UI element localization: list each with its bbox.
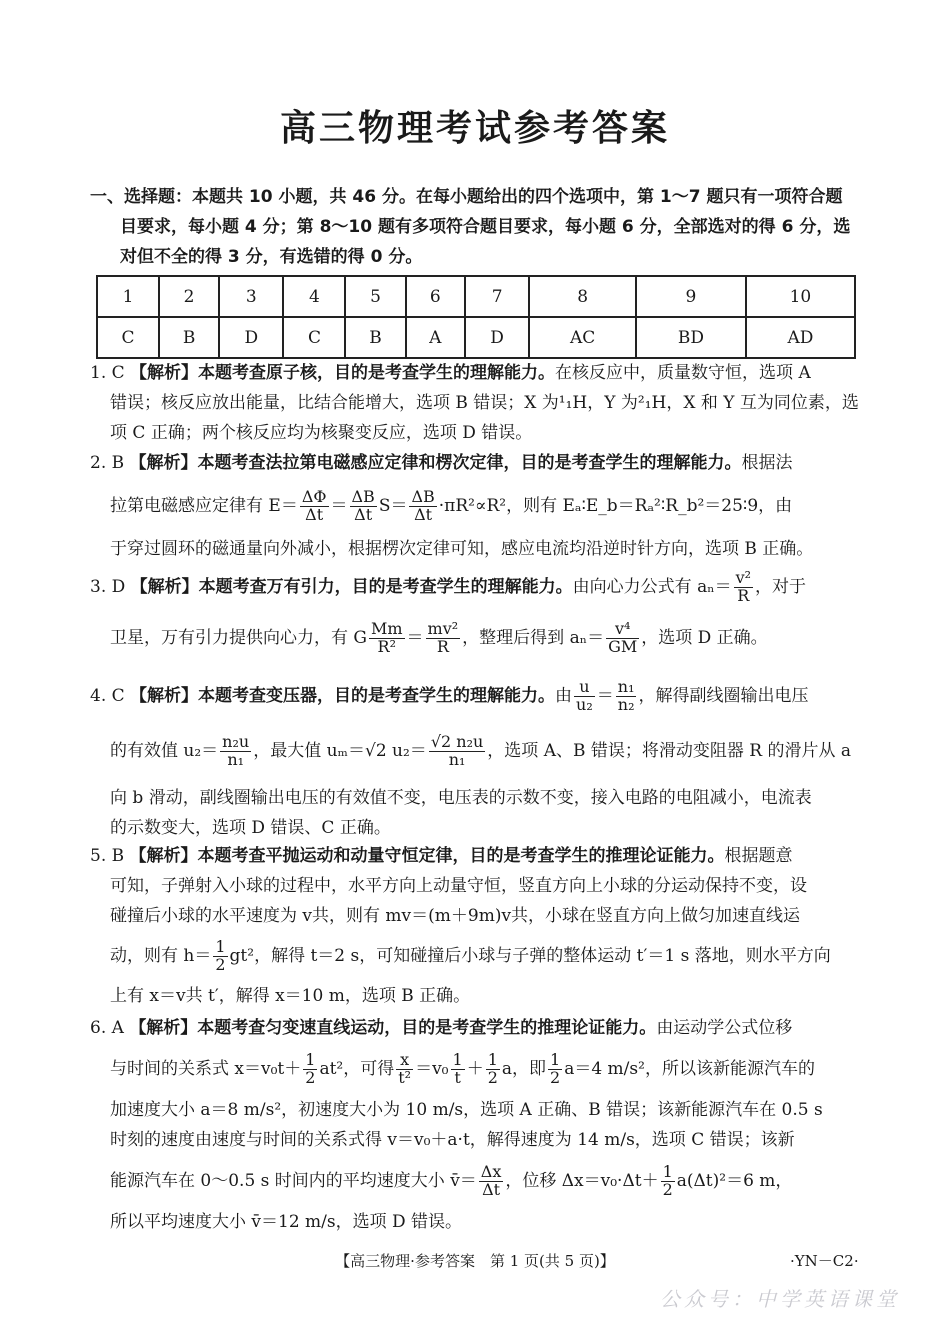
q1-label: 【解析】本题考查原子核，目的是考查学生的理解能力。 xyxy=(130,363,556,383)
q5-line-3: 碰撞后小球的水平速度为 v共，则有 mv＝(m＋9m)v共，小球在竖直方向上做匀加速直线运 xyxy=(110,906,801,926)
number-cell: 5 xyxy=(345,276,405,317)
instructions-line-2: 目要求，每小题 4 分；第 8～10 题有多项符合题目要求，每小题 6 分，全部选对的得 6 分，选 xyxy=(120,217,851,237)
section-instructions xyxy=(90,182,865,272)
q6-line-5b: ，位移 Δx＝v₀·Δt＋ xyxy=(505,1171,659,1191)
q5-text: 根据题意 xyxy=(724,846,793,866)
number-cell: 1 xyxy=(97,276,159,317)
q6-line-5a: 能源汽车在 0～0.5 s 时间内的平均速度大小 v̄＝ xyxy=(110,1171,477,1191)
numerator: 1 xyxy=(487,1050,498,1070)
q4-line-4: 的示数变大，选项 D 错误、C 正确。 xyxy=(110,818,391,838)
q6-line-4: 时刻的速度由速度与时间的关系式得 v＝v₀＋a·t，解得速度为 14 m/s，选项 C 错误；该新 xyxy=(110,1130,795,1150)
q2-label: 【解析】本题考查法拉第电磁感应定律和楞次定律，目的是考查学生的理解能力。 xyxy=(129,453,742,473)
solution-1 xyxy=(90,358,865,448)
fraction xyxy=(734,570,753,605)
numerator: n₁ xyxy=(617,677,635,697)
q4-line-2a: 的有效值 u₂＝ xyxy=(110,741,219,761)
q5-line-5: 上有 x＝v共 t′，解得 x＝10 m，选项 B 正确。 xyxy=(110,986,471,1006)
number-cell: 7 xyxy=(465,276,529,317)
q5-line-2: 可知，子弹射入小球的过程中，水平方向上动量守恒，竖直方向上小球的分运动保持不变，设 xyxy=(110,876,807,896)
q3-line-2b: ，整理后得到 aₙ＝ xyxy=(462,628,605,648)
answer-cell: AD xyxy=(746,317,855,358)
q3-line-2c: ，选项 D 正确。 xyxy=(641,628,768,648)
answer-cell: D xyxy=(465,317,529,358)
q1-line-2: 错误；核反应放出能量，比结合能增大，选项 B 错误；X 为¹₁H，Y 为²₁H，X 和 Y 互为同位素，选 xyxy=(110,393,859,413)
q6-text: 由运动学公式位移 xyxy=(656,1018,793,1038)
numerator: 1 xyxy=(305,1050,316,1070)
q6-head: 6. A xyxy=(90,1018,124,1038)
numerator: x xyxy=(396,1052,413,1070)
q1-line-3: 项 C 正确；两个核反应均为核聚变反应，选项 D 错误。 xyxy=(110,423,533,443)
denominator: 2 xyxy=(305,1068,316,1087)
exam-code: ·YN－C2· xyxy=(790,1252,859,1270)
solution-5 xyxy=(90,841,865,1011)
number-cell: 4 xyxy=(283,276,345,317)
denominator: Δt xyxy=(305,505,324,524)
numerator: Mm xyxy=(370,619,403,639)
q4-text: 由 xyxy=(555,686,573,706)
instructions-line-3: 对但不全的得 3 分，有选错的得 0 分。 xyxy=(120,247,423,267)
answer-cell: B xyxy=(345,317,405,358)
numerator: 1 xyxy=(550,1050,561,1070)
answer-cell: C xyxy=(283,317,345,358)
fraction xyxy=(300,489,329,524)
denominator: GM xyxy=(608,637,638,656)
solution-6 xyxy=(90,1013,865,1237)
fraction xyxy=(661,1164,675,1199)
q4-text-b: ，解得副线圈输出电压 xyxy=(638,686,809,706)
answer-cell: AC xyxy=(529,317,636,358)
fraction xyxy=(479,1164,504,1199)
number-cell: 8 xyxy=(529,276,636,317)
number-cell: 9 xyxy=(636,276,746,317)
q6-line-5c: a(Δt)²＝6 m， xyxy=(676,1171,793,1191)
numerator: u xyxy=(574,679,595,697)
q6-line-2c: ＝v₀ xyxy=(415,1059,449,1079)
denominator: R xyxy=(737,586,750,605)
q6-line-6: 所以平均速度大小 v̄＝12 m/s，选项 D 错误。 xyxy=(110,1212,463,1232)
denominator: u₂ xyxy=(576,695,593,714)
answer-table-answer-row xyxy=(97,317,855,358)
denominator: t xyxy=(454,1068,461,1087)
numerator: mv² xyxy=(427,619,459,639)
equals: ＝ xyxy=(596,686,614,706)
answer-cell: BD xyxy=(636,317,746,358)
numerator: v² xyxy=(735,568,752,588)
q6-label: 【解析】本题考查匀变速直线运动，目的是考查学生的推理论证能力。 xyxy=(129,1018,657,1038)
numerator: Δx xyxy=(480,1162,502,1182)
denominator: 2 xyxy=(662,1180,673,1199)
q5-head: 5. B xyxy=(90,846,125,866)
fraction xyxy=(426,621,461,656)
fraction xyxy=(429,734,485,769)
q6-line-2a: 与时间的关系式 x＝v₀t＋ xyxy=(110,1059,302,1079)
fraction xyxy=(220,734,251,769)
denominator: Δt xyxy=(354,505,373,524)
q5-line-4a: 动，则有 h＝ xyxy=(110,946,212,966)
fraction xyxy=(409,489,436,524)
q3-line-2a: 卫星，万有引力提供向心力，有 G xyxy=(110,628,367,648)
numerator: √2 n₂u xyxy=(430,732,484,752)
equals: S＝ xyxy=(378,496,408,516)
answer-cell: B xyxy=(159,317,219,358)
denominator: n₁ xyxy=(227,750,245,769)
q4-line-2b: ，最大值 uₘ＝√2 u₂＝ xyxy=(253,741,427,761)
fraction xyxy=(548,1052,562,1087)
denominator: 2 xyxy=(550,1068,561,1087)
q2-line-2a: 拉第电磁感应定律有 E＝ xyxy=(110,496,298,516)
page-title: 高三物理考试参考答案 xyxy=(279,108,670,149)
number-cell: 6 xyxy=(406,276,465,317)
number-cell: 2 xyxy=(159,276,219,317)
watermark: 公众号：中学英语课堂 xyxy=(660,1287,900,1311)
fraction xyxy=(616,679,637,714)
solution-2 xyxy=(90,448,865,564)
denominator: t² xyxy=(398,1068,412,1087)
q2-head: 2. B xyxy=(90,453,125,473)
q4-line-3: 向 b 滑动，副线圈输出电压的有效值不变，电压表的示数不变，接入电路的电阻减小，电流表 xyxy=(110,788,812,808)
fraction xyxy=(606,621,639,656)
denominator: n₂ xyxy=(617,695,635,714)
solution-3 xyxy=(90,565,865,667)
number-cell: 3 xyxy=(219,276,283,317)
number-cell: 10 xyxy=(746,276,855,317)
fraction xyxy=(350,489,377,524)
q6-line-3: 加速度大小 a＝8 m/s²，初速度大小为 10 m/s，选项 A 正确、B 错误；该新能源汽车在 0.5 s xyxy=(110,1100,823,1120)
q3-text: 由向心力公式有 aₙ＝ xyxy=(572,577,732,597)
denominator: Δt xyxy=(482,1180,501,1199)
numerator: 1 xyxy=(662,1162,673,1182)
q4-label: 【解析】本题考查变压器，目的是考查学生的理解能力。 xyxy=(130,686,556,706)
fraction xyxy=(396,1052,413,1087)
numerator: ΔB xyxy=(411,487,435,507)
q6-line-2b: at²，可得 xyxy=(319,1059,395,1079)
q6-line-2d: ＋ xyxy=(466,1059,484,1079)
equals: ＝ xyxy=(406,628,424,648)
answer-cell: C xyxy=(97,317,159,358)
denominator: R xyxy=(436,637,449,656)
q3-label: 【解析】本题考查万有引力，目的是考查学生的理解能力。 xyxy=(130,577,573,597)
q3-text-b: ，对于 xyxy=(755,577,807,597)
numerator: 1 xyxy=(452,1050,463,1070)
denominator: 2 xyxy=(215,955,226,974)
q1-text: 在核反应中，质量数守恒，选项 A xyxy=(555,363,811,383)
q6-line-2e: a，即 xyxy=(501,1059,547,1079)
numerator: ΔB xyxy=(351,487,375,507)
answer-cell: D xyxy=(219,317,283,358)
q3-head: 3. D xyxy=(90,577,126,597)
q6-line-2f: a＝4 m/s²，所以该新能源汽车的 xyxy=(564,1059,815,1079)
fraction xyxy=(451,1052,465,1087)
numerator: 1 xyxy=(215,937,226,957)
fraction xyxy=(369,621,405,656)
answer-cell: A xyxy=(406,317,465,358)
fraction xyxy=(303,1052,317,1087)
denominator: 2 xyxy=(487,1068,498,1087)
q1-head: 1. C xyxy=(90,363,125,383)
q2-line-3: 于穿过圆环的磁通量向外减小，根据楞次定律可知，感应电流均沿逆时针方向，选项 B 正确。 xyxy=(110,539,814,559)
page-footer: 【高三物理·参考答案 第 1 页(共 5 页)】 xyxy=(335,1252,615,1270)
denominator: R² xyxy=(377,637,396,656)
q5-label: 【解析】本题考查平抛运动和动量守恒定律，目的是考查学生的推理论证能力。 xyxy=(129,846,725,866)
fraction xyxy=(574,679,595,714)
numerator: v⁴ xyxy=(606,621,639,639)
answer-table xyxy=(96,275,856,359)
denominator: Δt xyxy=(414,505,433,524)
fraction xyxy=(213,939,227,974)
q5-line-4b: gt²，解得 t＝2 s，可知碰撞后小球与子弹的整体运动 t′＝1 s 落地，则水平方向 xyxy=(229,946,831,966)
solution-4 xyxy=(90,673,865,843)
instructions-line-1: 一、选择题：本题共 10 小题，共 46 分。在每小题给出的四个选项中，第 1～7 题只有一项符合题 xyxy=(90,187,843,207)
answer-table-number-row xyxy=(97,276,855,317)
equals: ＝ xyxy=(330,496,348,516)
numerator: n₂u xyxy=(222,732,250,752)
q2-text: 根据法 xyxy=(741,453,793,473)
q4-line-2c: ，选项 A、B 错误；将滑动变阻器 R 的滑片从 a xyxy=(487,741,852,761)
q4-head: 4. C xyxy=(90,686,125,706)
denominator: n₁ xyxy=(448,750,466,769)
q2-line-2b: ·πR²∝R²，则有 Eₐ∶E_b＝Rₐ²∶R_b²＝25∶9，由 xyxy=(438,496,793,516)
fraction xyxy=(486,1052,500,1087)
numerator: ΔΦ xyxy=(301,487,327,507)
